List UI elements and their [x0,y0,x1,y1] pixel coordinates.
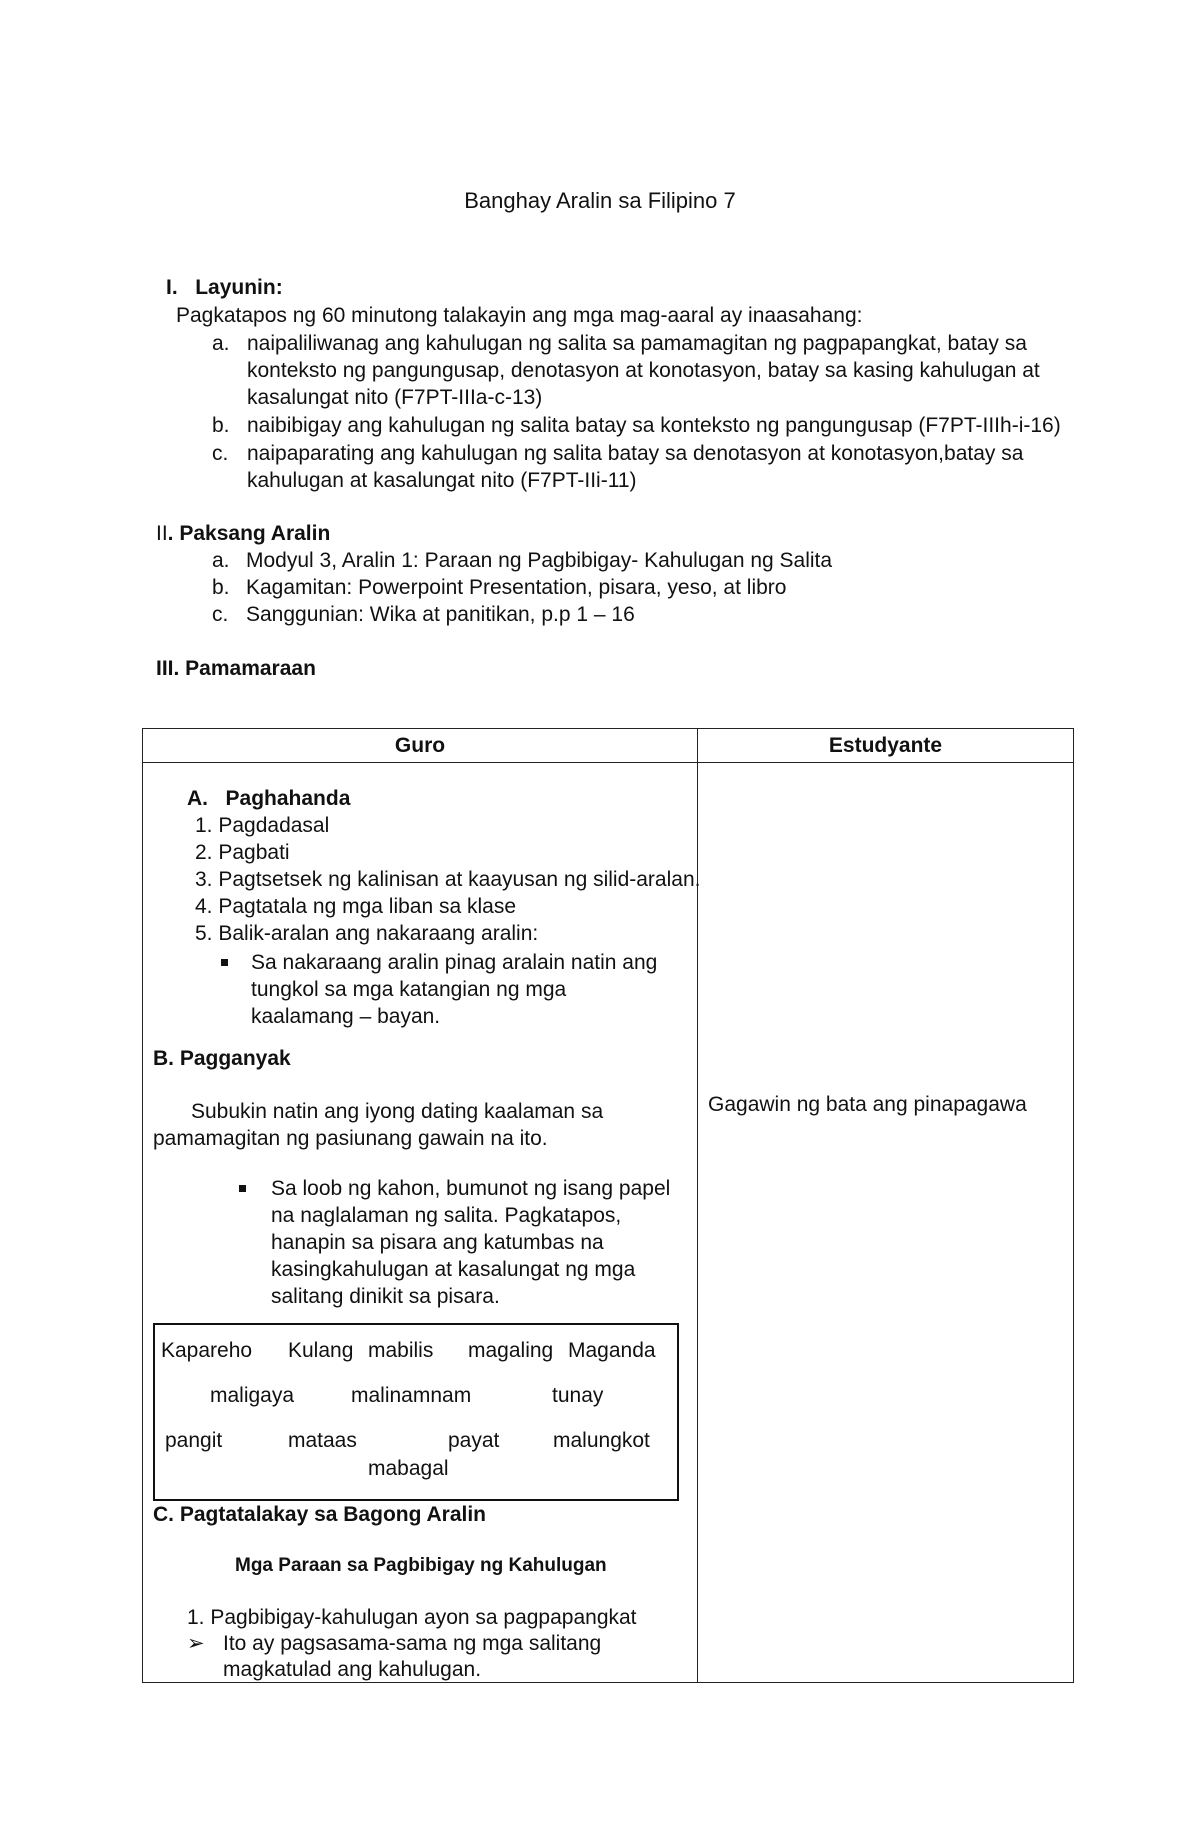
document-title: Banghay Aralin sa Filipino 7 [464,188,736,213]
table-body-row [143,763,1074,1683]
paksa-item-a [212,549,832,573]
bullet-icon [239,1185,246,1192]
paksa-numeral: II [156,522,168,545]
layunin-heading [166,276,283,300]
word-item: maligaya [210,1384,295,1407]
word-item: malinamnam [351,1384,472,1407]
item-text: naibibigay ang kahulugan ng salita batay sa konteksto ng pangungusap (F7PT-IIIh-i-16) [247,414,1061,437]
paksa-item-c [212,603,635,627]
section-label: A. [187,787,208,810]
word-box [153,1323,679,1501]
review-bullet: Sa nakaraang aralin pinag aralain natin ang tungkol sa mga katangian ng mga kaalamang – bayan. [251,951,658,1028]
item-label: a. [212,549,230,572]
word-item: tunay [552,1384,604,1407]
layunin-item-b [212,412,1062,439]
word-item: mataas [288,1429,357,1452]
pagganyak-intro-line2: pamamagitan ng pasiunang gawain na ito. [153,1127,548,1150]
word-item: mabagal [368,1457,449,1480]
pagganyak-intro-line1: Subukin natin ang iyong dating kaalaman sa [191,1100,604,1123]
item-label: c. [212,603,229,626]
layunin-item-a [212,330,1062,411]
paghahanda-heading [187,787,350,811]
header-estudyante: Estudyante [698,729,1074,763]
item-text: naipaliliwanag ang kahulugan ng salita sa pamamagitan ng pagpapangkat, batay sa konteksto ng pangungusap, denotasyon at konotasyon, batay sa kasing kahulugan at kasalungat nito (F7PT-IIIa-c-13) [247,332,1040,409]
activity-bullet: Sa loob ng kahon, bumunot ng isang papel na naglalaman ng salita. Pagkatapos, hanapin sa pisara ang katumbas na kasingkahulugan at kasalungat ng mga salitang dinikit sa pisara. [271,1177,671,1308]
layunin-intro: Pagkatapos ng 60 minutong talakayin ang mga mag-aaral ay inaasahang: [176,304,863,327]
item-text: naipaparating ang kahulugan ng salita batay sa denotasyon at konotasyon,batay sa kahulugan at kasalungat nito (F7PT-IIi-11) [247,442,1024,492]
procedure-table [142,728,1074,1683]
step-item: 5. Balik-aralan ang nakaraang aralin: [195,922,539,945]
item-label: c. [212,442,229,465]
paraan-item-1-desc: Ito ay pagsasama-sama ng mga salitang magkatulad ang kahulugan. [223,1632,602,1681]
item-text: Modyul 3, Aralin 1: Paraan ng Pagbibigay- Kahulugan ng Salita [246,549,833,572]
pagganyak-heading: B. Pagganyak [153,1047,291,1070]
pagtatalakay-subheading: Mga Paraan sa Pagbibigay ng Kahulugan [235,1555,607,1576]
pagtatalakay-heading: C. Pagtatalakay sa Bagong Aralin [153,1503,486,1526]
word-item: payat [448,1429,500,1452]
table-header-row [143,729,1074,763]
paksa-item-b [212,576,786,600]
item-label: b. [212,414,230,437]
step-item: 2. Pagbati [195,841,290,864]
step-item: 3. Pagtsetsek ng kalinisan at kaayusan ng silid-aralan. [195,868,701,891]
step-item: 1. Pagdadasal [195,814,330,837]
word-item: pangit [165,1429,223,1452]
pamamaraan-heading: III. Pamamaraan [156,657,316,680]
section-title: Paghahanda [225,787,351,810]
student-response: Gagawin ng bata ang pinapagawa [708,1093,1027,1116]
item-label: a. [212,332,230,355]
word-item: Maganda [568,1339,656,1362]
bullet-icon [221,959,228,966]
header-guro: Guro [143,729,698,763]
arrow-bullet-icon: ➢ [187,1632,205,1655]
item-label: b. [212,576,230,599]
word-item: magaling [468,1339,554,1362]
item-text: Kagamitan: Powerpoint Presentation, pisara, yeso, at libro [246,576,787,599]
paraan-item-1: 1. Pagbibigay-kahulugan ayon sa pagpapangkat [187,1606,637,1629]
paksa-heading [156,522,330,546]
estudyante-cell [698,763,1074,1683]
paksa-title: . Paksang Aralin [167,522,331,545]
guro-cell [143,763,701,1683]
word-item: malungkot [553,1429,650,1452]
layunin-numeral: I. [166,276,178,299]
step-item: 4. Pagtatala ng mga liban sa klase [195,895,517,918]
word-item: mabilis [368,1339,434,1362]
word-item: Kapareho [161,1339,253,1362]
word-item: Kulang [288,1339,354,1362]
layunin-item-c [212,440,1062,494]
layunin-title: Layunin: [195,276,283,299]
item-text: Sanggunian: Wika at panitikan, p.p 1 – 16 [246,603,635,626]
